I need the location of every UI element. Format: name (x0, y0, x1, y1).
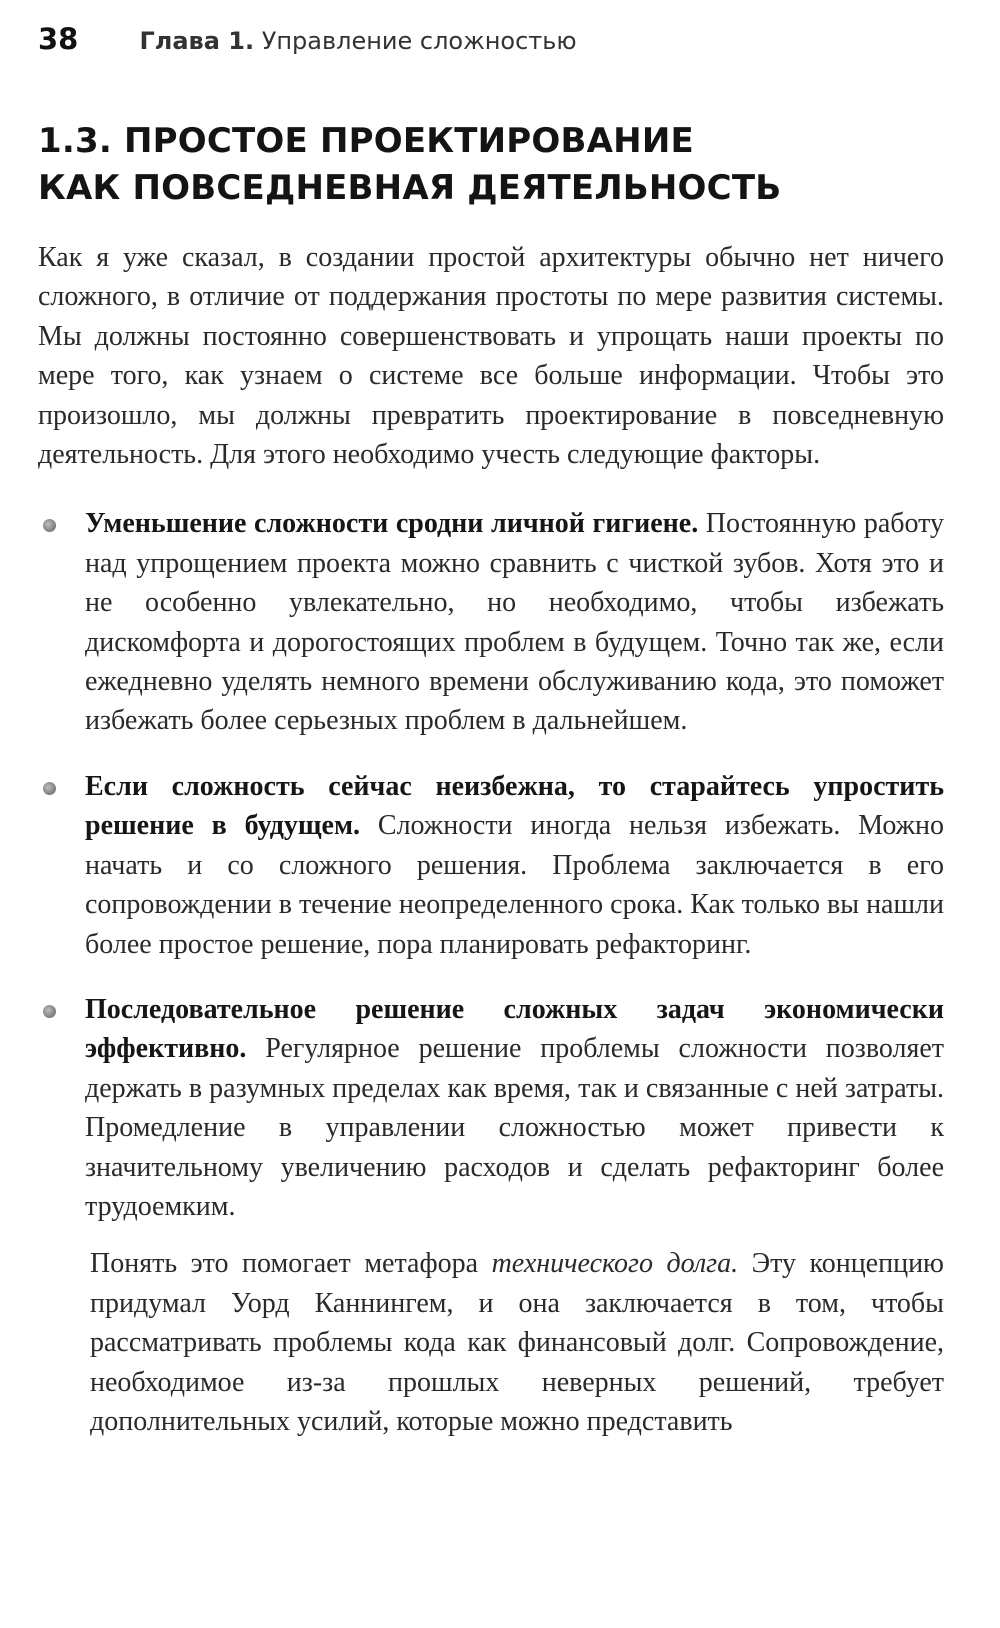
intro-paragraph: Как я уже сказал, в создании простой архитектуры обычно нет ничего сложного, в отличие от поддержания простоты по мере развития системы. Мы должны постоянно совершенствовать и упрощать наши проекты по мере того, как узнаем о системе все больше информации. Чтобы это произошло, мы должны превратить проектирование в повседневную деятельность. Для этого необходимо учесть следующие факторы. (38, 242, 944, 471)
list-item-text: Регулярное решение проблемы сложности позволяет держать в разумных пределах как время, так и связанные с ней затраты. Промедление в управлении сложностью может привести к значительному увеличению расходов и сделать рефакторинг более трудоемким. (85, 1033, 944, 1222)
list-item-lead: Если сложность сейчас неизбежна, то старайтесь упростить решение в будущем. (85, 770, 944, 842)
list-item-lead: Уменьшение сложности сродни личной гигиене. (85, 508, 699, 540)
list-item (38, 504, 944, 740)
list-item (38, 767, 944, 964)
page-number: 38 (38, 22, 79, 56)
factors-list (38, 504, 944, 1226)
list-item (38, 990, 944, 1226)
closing-paragraph (90, 1244, 944, 1441)
list-item-text: Постоянную работу над упрощением проекта можно сравнить с чисткой зубов. Хотя это и не особенно увлекательно, но необходимо, чтобы избежать дискомфорта и дорогостоящих проблем в будущем. Точно так же, если ежедневно уделять немного времени обслуживанию кода, это поможет избежать более серьезных проблем в дальнейшем. (85, 508, 944, 737)
section-title-line-1: 1.3. ПРОСТОЕ ПРОЕКТИРОВАНИЕ (38, 121, 694, 161)
running-head (38, 22, 960, 62)
technical-debt-term: технического долга. (491, 1248, 739, 1280)
section-title (38, 118, 958, 212)
bullet-icon (43, 782, 56, 795)
section-title-line-2: КАК ПОВСЕДНЕВНАЯ ДЕЯТЕЛЬНОСТЬ (38, 168, 782, 208)
bullet-icon (43, 1005, 56, 1018)
closing-text-start: Понять это помогает метафора (90, 1248, 492, 1280)
closing-text-end: Эту концепцию придумал Уорд Каннингем, и она заключается в том, чтобы рассматривать проблемы кода как финансовый долг. Сопровождение, необходимое из-за прошлых неверных решений, требует дополнительных усилий, которые можно представить (90, 1248, 944, 1437)
chapter-title (139, 27, 576, 55)
list-item-text: Сложности иногда нельзя избежать. Можно начать и со сложного решения. Проблема заключается в его сопровождении в течение неопределенного срока. Как только вы нашли более простое решение, пора планировать рефакторинг. (85, 810, 944, 960)
body-text (38, 238, 944, 1441)
list-item-lead: Последовательное решение сложных задач экономически эффективно. (85, 993, 944, 1065)
chapter-name: Управление сложностью (254, 27, 577, 55)
chapter-prefix: Глава 1. (139, 27, 255, 55)
bullet-icon (43, 519, 56, 532)
